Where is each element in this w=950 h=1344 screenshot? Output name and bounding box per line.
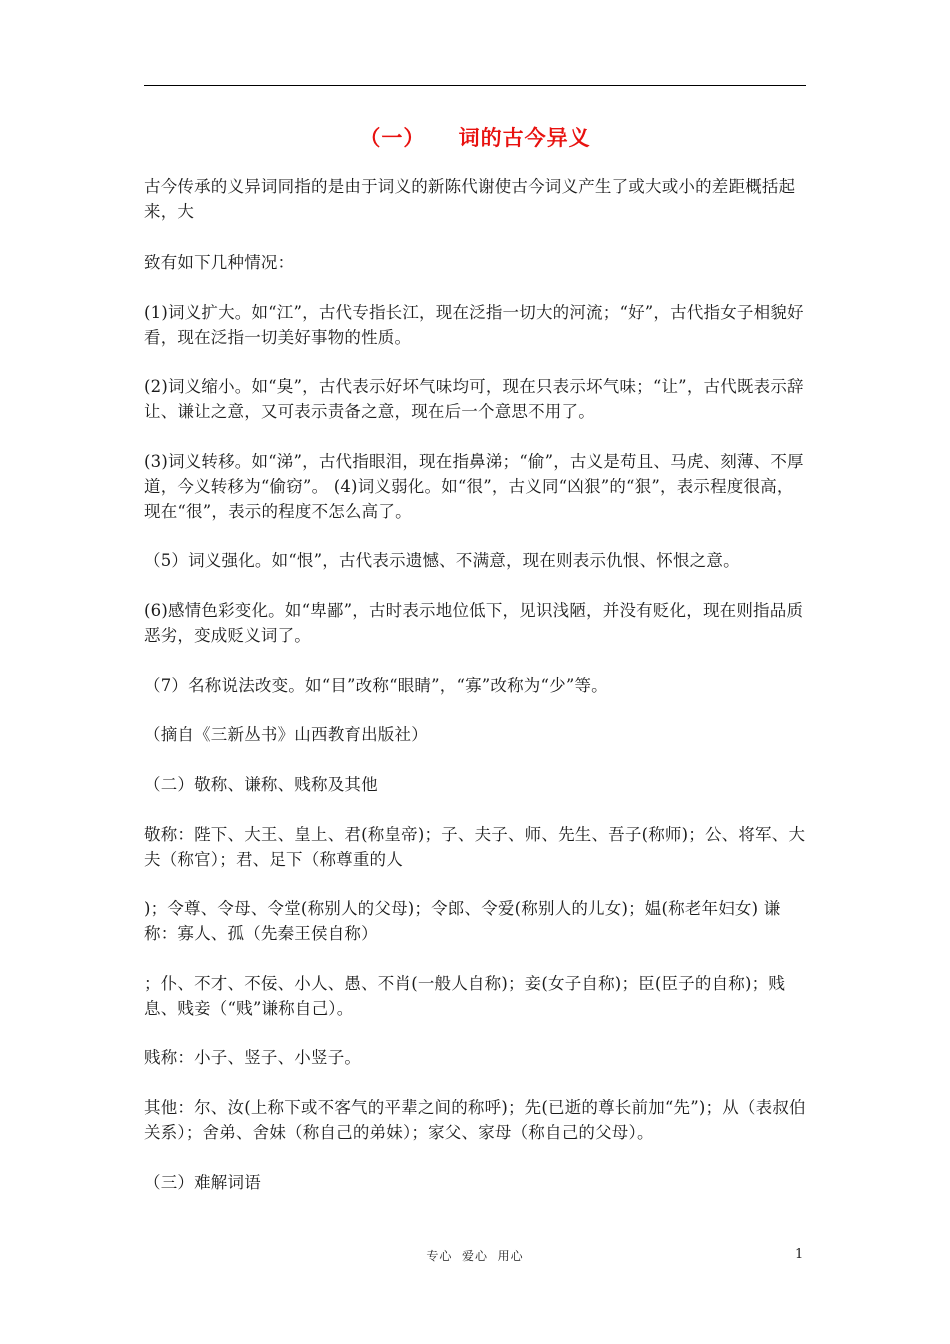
paragraph-item-3-4: (3)词义转移。如“涕”，古代指眼泪，现在指鼻涕；“偷”，古义是苟且、马虎、刻薄、不厚道，今义转移为“偷窃”。 (4)词义弱化。如“很”，古义同“凶狠”的“狠”，表示程度很高，现在“很”，表示的程度不怎么高了。 (144, 452, 804, 521)
paragraph-item-5: （5）词义强化。如“恨”，古代表示遗憾、不满意，现在则表示仇恨、怀恨之意。 (144, 551, 740, 570)
source-note: （摘自《三新丛书》山西教育出版社） (144, 725, 428, 744)
paragraph-honorifics-cont: )；令尊、令母、令堂(称别人的父母)；令郎、令爱(称别人的儿女)；媪(称老年妇女) 谦称：寡人、孤（先秦王侯自称） (144, 899, 781, 943)
paragraph-item-7: （7）名称说法改变。如“目”改称“眼睛”，“寡”改称为“少”等。 (144, 676, 608, 695)
section-two-heading: （二）敬称、谦称、贱称及其他 (144, 775, 378, 794)
section-three-heading: （三）难解词语 (144, 1173, 261, 1192)
paragraph-item-2: (2)词义缩小。如“臭”，古代表示好坏气味均可，现在只表示坏气味；“让”，古代既表示辞让、谦让之意，又可表示责备之意，现在后一个意思不用了。 (144, 377, 804, 421)
paragraph-derogatory-terms: 贱称：小子、竖子、小竖子。 (144, 1048, 362, 1067)
paragraph-honorifics: 敬称：陛下、大王、皇上、君(称皇帝)；子、夫子、师、先生、吾子(称师)；公、将军、大夫（称官）；君、足下（称尊重的人 (144, 825, 806, 869)
paragraph-item-6: (6)感情色彩变化。如“卑鄙”，古时表示地位低下，见识浅陋，并没有贬化，现在则指品质恶劣，变成贬义词了。 (144, 601, 804, 645)
section-title: （一） 词的古今异义 (359, 125, 591, 150)
paragraph-other-terms: 其他：尔、汝(上称下或不客气的平辈之间的称呼)；先(已逝的尊长前加“先”)；从（表叔伯关系）；舍弟、舍妹（称自己的弟妹）；家父、家母（称自己的父母）。 (144, 1098, 806, 1142)
footer-slogan: 专心 爱心 用心 (426, 1249, 524, 1263)
paragraph-humble-terms: ；仆、不才、不佞、小人、愚、不肖(一般人自称)；妾(女子自称)；臣(臣子的自称)；贱息、贱妾（“贱”谦称自己）。 (144, 974, 786, 1018)
header-rule (144, 85, 806, 86)
page-number: 1 (795, 1247, 804, 1262)
paragraph-item-1: (1)词义扩大。如“江”，古代专指长江，现在泛指一切大的河流；“好”，古代指女子相貌好看，现在泛指一切美好事物的性质。 (144, 303, 804, 347)
paragraph-intro-cont: 致有如下几种情况： (144, 253, 295, 272)
paragraph-intro: 古今传承的义异词同指的是由于词义的新陈代谢使古今词义产生了或大或小的差距概括起来，大 (144, 177, 796, 221)
